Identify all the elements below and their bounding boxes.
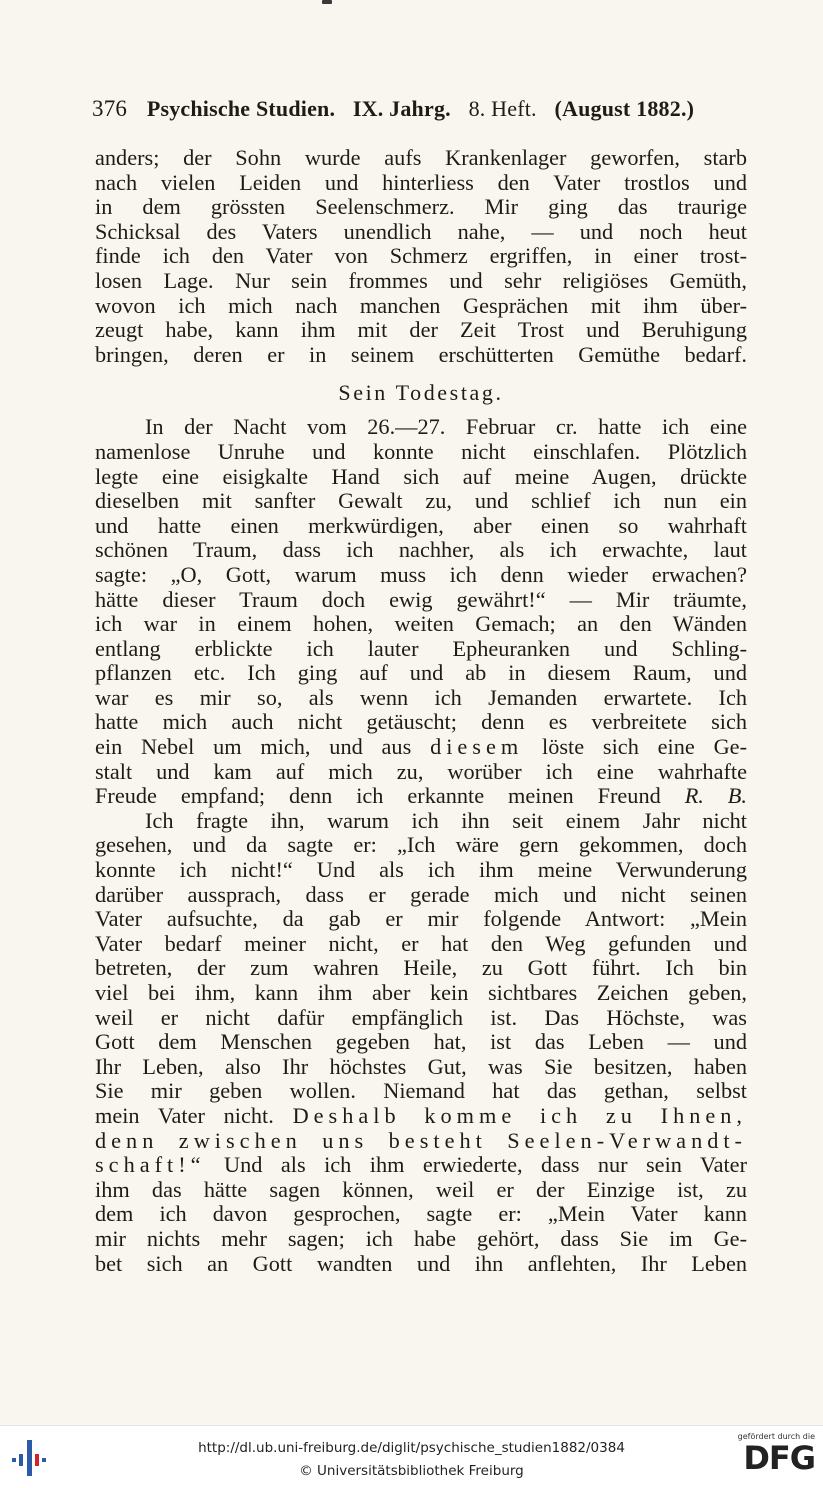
text-line: weil er nicht dafür empfänglich ist. Das Höchste, was [95, 1004, 747, 1030]
text-line: hatte mich auch nicht getäuscht; denn es verbreitete sich [95, 709, 747, 735]
text-line: betreten, der zum wahren Heile, zu Gott führt. Ich bin [95, 955, 747, 981]
paragraph-3 [95, 809, 747, 1276]
dfg-caption: gefördert durch die [737, 1432, 815, 1441]
text-line: schönen Traum, dass ich nachher, als ich erwachte, laut [95, 537, 747, 563]
journal-title: Psychische Studien. [146, 96, 336, 121]
text-line: dem ich davon gesprochen, sagte er: „Mein Vater kann [95, 1201, 747, 1227]
text-line: nach vielen Leiden und hinterliess den Vater trostlos und [95, 169, 747, 195]
section-heading: Sein Todestag. [338, 380, 504, 406]
text-line: pflanzen etc. Ich ging auf und ab in diesem Raum, und [95, 660, 747, 686]
text-line: Gott dem Menschen gegeben hat, ist das Leben — und [95, 1029, 747, 1055]
scan-mark [322, 0, 332, 4]
text-line: in dem grössten Seelenschmerz. Mir ging das traurige [95, 194, 747, 220]
text-line: Schicksal des Vaters unendlich nahe, — und noch heut [95, 218, 747, 244]
text-line: Sie mir geben wollen. Niemand hat das gethan, selbst [95, 1078, 747, 1104]
footer-bar [0, 1425, 823, 1488]
text-line: dieselben mit sanfter Gewalt zu, und schlief ich nun ein [95, 488, 747, 514]
text-line: Ihr Leben, also Ihr höchstes Gut, was Sie besitzen, haben [95, 1053, 747, 1079]
issue-label: 8. Heft. [468, 96, 537, 121]
text-line [95, 1153, 747, 1178]
text-line: Vater aufsuchte, da gab er mir folgende Antwort: „Mein [95, 906, 747, 932]
permalink-url[interactable]: http://dl.ub.uni-freiburg.de/diglit/psychische_studien1882/0384 [198, 1440, 625, 1456]
running-head [92, 96, 732, 122]
volume-label: IX. Jahrg. [352, 96, 451, 121]
text-line: losen Lage. Nur sein frommes und sehr religiöses Gemüth, [95, 267, 747, 293]
spaced-phrase: Deshalb komme ich zu Ihnen, [292, 1102, 748, 1128]
text-line: finde ich den Vater von Schmerz ergriffen, in einer trost- [95, 243, 747, 269]
text-line [95, 735, 747, 760]
text-line: In der Nacht vom 26.—27. Februar cr. hatte ich eine [145, 414, 747, 440]
text-line [95, 784, 747, 809]
text-line: und hatte einen merkwürdigen, aber einen so wahrhaft [95, 512, 747, 538]
text-line: ihm das hätte sagen können, weil er der Einzige ist, zu [95, 1176, 747, 1202]
text-line: namenlose Unruhe und konnte nicht einschlafen. Plötzlich [95, 438, 747, 464]
text-segment: Und als ich ihm erwiederte, dass nur sein Vater [224, 1152, 748, 1178]
text-line: hätte dieser Traum doch ewig gewährt!“ — Mir träumte, [95, 586, 747, 612]
text-line: entlang erblickte ich lauter Epheuranken und Schling- [95, 635, 747, 661]
copyright-notice: © Universitätsbibliothek Freiburg [299, 1463, 524, 1479]
text-segment: löste sich eine Ge- [542, 734, 747, 760]
spaced-word: schaft!“ [95, 1152, 206, 1178]
spaced-line: denn zwischen uns besteht Seelen-Verwandt- [95, 1127, 747, 1153]
dfg-wordmark: DFG [743, 1439, 815, 1477]
spaced-word: diesem [430, 734, 524, 760]
text-line: stalt und kam auf mich zu, worüber ich eine wahrhafte [95, 758, 747, 784]
text-line: sagte: „O, Gott, warum muss ich denn wieder erwachen? [95, 561, 747, 587]
issue-date: (August 1882.) [554, 96, 695, 121]
paragraph-2 [95, 415, 747, 809]
text-line: anders; der Sohn wurde aufs Krankenlager geworfen, starb [95, 145, 747, 170]
text-line: zeugt habe, kann ihm mit der Zeit Trost und Beruhigung [95, 317, 747, 343]
text-line: legte eine eisigkalte Hand sich auf meine Augen, drückte [95, 463, 747, 489]
text-line: ich war in einem hohen, weiten Gemach; an den Wänden [95, 611, 747, 637]
text-segment: mein Vater nicht. [95, 1102, 274, 1128]
initials: R. B. [684, 783, 747, 809]
text-line [95, 1104, 747, 1129]
text-line: viel bei ihm, kann ihm aber kein sichtbares Zeichen geben, [95, 980, 747, 1005]
text-line: konnte ich nicht!“ Und als ich ihm meine Verwunderung [95, 857, 747, 883]
text-line: Vater bedarf meiner nicht, er hat den Weg gefunden und [95, 930, 747, 956]
page-number: 376 [92, 96, 128, 121]
dfg-logo [723, 1432, 815, 1484]
text-segment: ein Nebel um mich, und aus [95, 734, 412, 760]
text-line: bringen, deren er in seinem erschütterten Gemüthe bedarf. [95, 341, 747, 367]
body-text [95, 146, 747, 1276]
text-line: bet sich an Gott wandten und ihn anflehten, Ihr Leben [95, 1250, 747, 1276]
text-line: darüber aussprach, dass er gerade mich und nicht seinen [95, 881, 747, 907]
text-line: Ich fragte ihn, warum ich ihn seit einem Jahr nicht [145, 807, 747, 833]
text-line: wovon ich mich nach manchen Gesprächen mit ihm über- [95, 292, 747, 318]
paragraph-1 [95, 146, 747, 367]
text-segment: Freude empfand; denn ich erkannte meinen Freund [95, 783, 661, 809]
text-line: mir nichts mehr sagen; ich habe gehört, dass Sie im Ge- [95, 1225, 747, 1251]
text-line: gesehen, und da sagte er: „Ich wäre gern gekommen, doch [95, 832, 747, 858]
text-line: war es mir so, als wenn ich Jemanden erwartete. Ich [95, 684, 747, 710]
